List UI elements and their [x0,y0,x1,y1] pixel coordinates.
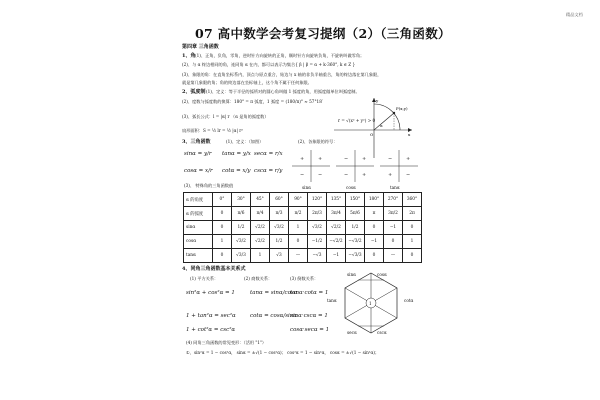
section-identities-title: 4、同角三角函数基本关系式 [182,266,246,272]
section-angle-title: 1、角 [182,53,196,59]
table-cell: −1 [365,235,384,249]
identities-header-quotient: (2) 商数关系： [244,276,273,281]
def-sin: sinα = y/r [184,151,212,157]
table-cell: 45° [251,193,270,207]
section-angle-line-2: (2)、与 α 终边相同的角，连同角 α 在内，都可以表示为集合{ β | β = α + k·360°, k ∈ Z } [182,62,356,67]
table-cell: −1 [327,249,346,263]
page-title: 07 高中数学会考复习提纲（2）（三角函数） [195,26,451,41]
table-cell: cosα [184,235,213,249]
corner-label: 精品文档 [566,12,583,17]
identities-variant-line: ①、sin²α = 1 − cos²α， sinα = ±√(1 − cos²α)； cos²α = 1 − sin²α， cosα = ±√(1 − sin²α)； [186,350,380,355]
hexagon-label-cot: cotα [404,298,414,303]
identity-tan-quotient: tanα = sinα/cosα [250,290,298,296]
table-cell: −√3/2 [346,235,365,249]
table-cell: 0 [213,207,232,221]
table-cell: α 的弧度 [184,207,213,221]
table-cell: 0 [403,249,422,263]
svg-text:+: + [362,156,367,162]
identities-header-reciprocal: (3) 倒数关系： [290,276,319,281]
def-csc: cscα = r/y [254,168,283,174]
table-cell: 0 [365,221,384,235]
svg-text:−: − [406,172,411,178]
section-radian-line-4: 扇形面积：S = ½ lr = ½ |α| r² [182,128,243,133]
identities-note: (4) 同角三角函数的常见变形：（活用 "1"） [186,340,267,345]
table-cell: 1/2 [270,235,289,249]
table-cell: −√3/3 [346,249,365,263]
def-sec: secα = r/x [254,151,283,157]
svg-text:+: + [362,172,367,178]
svg-text:+: + [300,156,305,162]
table-cell: 270° [384,193,403,207]
table-cell: 1 [251,249,270,263]
table-cell: 360° [403,193,422,207]
svg-text:+: + [406,156,411,162]
section-trig-title: 3、三角函数 [182,139,211,145]
table-cell: sinα [184,221,213,235]
table-cell: −√3 [308,249,327,263]
table-cell: √3/2 [308,221,327,235]
table-cell: 0 [384,235,403,249]
section-angle-line-3: (3)、象限的角：在直角坐标系内，顶点与原点重合，始边与 x 轴的非负半轴重合，角的终边落在第几象限， [182,72,382,77]
hexagon-label-sin: sinα [347,272,357,277]
table-cell: 1 [289,221,308,235]
table-cell: 30° [232,193,251,207]
section-radian-title: 2、弧度制 [182,89,206,95]
special-angle-table [183,192,422,263]
sign-label-cos: cosα [346,185,356,190]
svg-text:P(x,y): P(x,y) [396,106,408,111]
table-cell: 3π/2 [384,207,403,221]
identity-cot-csc: 1 + cot²α = csc²α [186,327,236,333]
table-cell: π/4 [251,207,270,221]
table-header-row [184,193,422,207]
table-cell: √2/2 [251,221,270,235]
section-trig-def: (1)、定义：（如图） [226,139,264,144]
table-cell: 0° [213,193,232,207]
table-cell: √3/3 [232,249,251,263]
identity-sin-csc: sinα·cscα = 1 [290,313,328,319]
table-cell: 0 [213,249,232,263]
table-row [184,249,422,263]
identity-tan-sec: 1 + tan²α = sec²α [186,313,236,319]
def-cot: cotα = x/y [222,168,251,174]
table-cell: √2/2 [251,235,270,249]
table-row [184,221,422,235]
identities-header-square: (1) 平方关系： [190,276,219,281]
table-cell: 0 [289,235,308,249]
svg-text:−: − [300,172,305,178]
section-trig-signs: (2)、各象限的符号： [298,139,338,144]
def-tan: tanα = y/x [222,151,251,157]
unit-circle-radius-label: r = √(x² + y²) > 0 [338,118,376,123]
table-cell: 120° [308,193,327,207]
svg-text:−: − [344,156,349,162]
table-cell: √3/2 [232,235,251,249]
table-cell: −1/2 [308,235,327,249]
chapter-heading: 第四章 三角函数 [182,44,219,50]
hexagon-label-tan: tanα [327,298,337,303]
section-angle-line-4: 就是第几象限的角；角的终边落在坐标轴上，这个角不属于任何象限。 [182,80,312,85]
section-radian-line-1: (1)、定义：等于半径的弧所对的圆心角叫做 1 弧度的角，用弧度做单位叫弧度制。 [206,89,360,94]
svg-text:−: − [388,156,393,162]
hexagon-label-cos: cosα [377,272,387,277]
table-cell: tanα [184,249,213,263]
svg-text:+: + [388,172,393,178]
table-cell: 0 [365,249,384,263]
table-cell: √2/2 [327,221,346,235]
table-row [184,207,422,221]
quadrant-sign-diagrams [290,148,420,188]
table-cell: √3 [270,249,289,263]
table-cell: 1/2 [232,221,251,235]
table-cell: 180° [365,193,384,207]
sign-label-sin: sinα [302,185,312,190]
section-radian-line-2: (2)、度数与弧度数的换算：180° = π 弧度，1 弧度 = (180/π)° ≈ 57°18′ [182,99,323,104]
table-cell: 3π/4 [327,207,346,221]
table-cell: 0 [213,221,232,235]
table-cell: π [365,207,384,221]
table-cell: 150° [346,193,365,207]
table-cell: −√2/2 [327,235,346,249]
table-cell: π/2 [289,207,308,221]
identity-tan-cot: tanα·cotα = 1 [290,290,329,296]
identity-sin2-cos2: sin²α + cos²α = 1 [186,290,235,296]
table-cell: — [384,249,403,263]
table-row [184,235,422,249]
table-cell: 90° [289,193,308,207]
identity-cot-quotient: cotα = cosα/sinα [250,313,298,319]
table-cell: 0 [403,221,422,235]
svg-text:α: α [380,123,383,128]
svg-text:−: − [344,172,349,178]
table-cell: π/3 [270,207,289,221]
svg-text:y: y [376,98,379,103]
special-values-caption: (3)、 特殊角的三角函数值 [184,183,234,188]
hexagon-center-label: 1 [369,301,372,306]
table-cell: — [289,249,308,263]
table-cell: 1/2 [346,221,365,235]
svg-text:+: + [318,156,323,162]
table-cell: π/6 [232,207,251,221]
hexagon-label-csc: cscα [377,330,387,335]
table-cell: 1 [403,235,422,249]
table-cell: 135° [327,193,346,207]
identity-cos-sec: cosα·secα = 1 [290,327,330,333]
table-cell: √3/2 [270,221,289,235]
table-cell: 2π/3 [308,207,327,221]
table-cell: α 的角度 [184,193,213,207]
table-cell: 5π/6 [346,207,365,221]
table-cell: −1 [384,221,403,235]
table-cell: 2π [403,207,422,221]
svg-text:O: O [370,132,374,137]
svg-text:−: − [318,172,323,178]
sign-label-tan: tanα [390,185,400,190]
def-cos: cosα = x/r [184,168,213,174]
section-angle-line-1: (1)、正角，负角，零角，逆时针方向旋转的正角，顺时针方向旋转负角，不旋转叫做零角； [195,53,365,58]
table-cell: 60° [270,193,289,207]
hexagon-label-sec: secα [347,330,357,335]
svg-text:x: x [408,132,411,137]
section-radian-line-3: (3)、弧长公式：l = |α| r （α 是角的弧度数） [182,114,269,119]
table-cell: 1 [213,235,232,249]
